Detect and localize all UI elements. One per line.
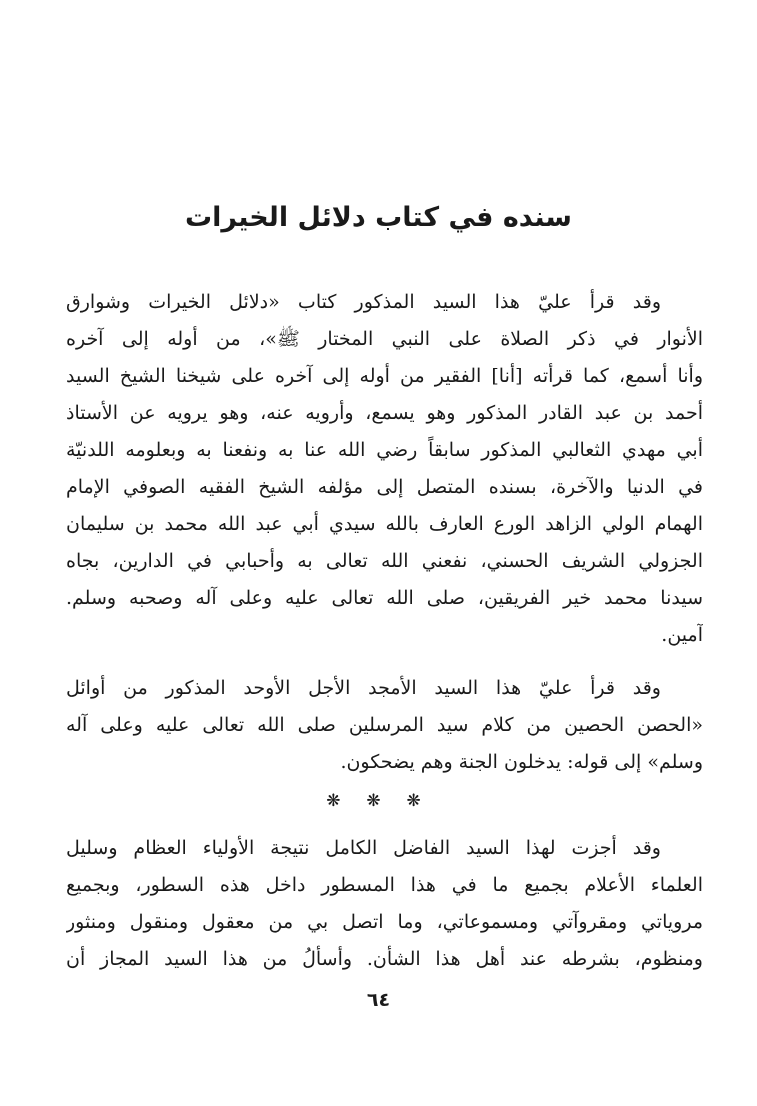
paragraph-ijaza bbox=[66, 830, 703, 978]
text-line: وقد قرأ عليّ هذا السيد المذكور كتاب «دلائل الخيرات وشوارق bbox=[66, 291, 661, 313]
section-heading: سنده في كتاب دلائل الخيرات bbox=[185, 202, 572, 233]
paragraph-hisn-hasin bbox=[66, 670, 703, 781]
text-line: العلماء الأعلام بجميع ما في هذا المسطور داخل هذه السطور، وبجميع bbox=[66, 874, 703, 896]
text-line: الأنوار في ذكر الصلاة على النبي المختار ﷺ»، من أوله إلى آخره bbox=[66, 328, 703, 350]
text-line: أحمد بن عبد القادر المذكور وهو يسمع، وأرويه عنه، وهو يرويه عن الأستاذ bbox=[66, 402, 703, 424]
text-line: سيدنا محمد خير الفريقين، صلى الله تعالى عليه وعلى آله وصحبه وسلم. bbox=[66, 587, 703, 609]
section-separator: ❋ ❋ ❋ bbox=[326, 791, 431, 811]
text-line: «الحصن الحصين من كلام سيد المرسلين صلى الله تعالى عليه وعلى آله bbox=[66, 714, 703, 736]
text-line: آمين. bbox=[661, 624, 703, 646]
text-line: أبي مهدي الثعالبي المذكور سابقاً رضي الله عنا به ونفعنا به وبعلومه اللدنيّة bbox=[66, 439, 703, 461]
text-line: وسلم» إلى قوله: يدخلون الجنة وهم يضحكون. bbox=[340, 751, 703, 773]
text-line: الجزولي الشريف الحسني، نفعني الله تعالى به وأحبابي في الدارين، بجاه bbox=[66, 550, 703, 572]
paragraph-isnad-dalail bbox=[66, 284, 703, 654]
page-number: ٦٤ bbox=[366, 989, 391, 1011]
text-line: وأنا أسمع، كما قرأته [أنا] الفقير من أوله إلى آخره على شيخنا الشيخ السيد bbox=[66, 365, 703, 387]
text-line: الهمام الولي الزاهد الورع العارف بالله سيدي أبي عبد الله محمد بن سليمان bbox=[66, 513, 703, 535]
text-line: ومنظوم، بشرطه عند أهل هذا الشأن. وأسألُ من هذا السيد المجاز أن bbox=[66, 948, 703, 970]
text-line: وقد قرأ عليّ هذا السيد الأمجد الأجل الأوحد المذكور من أوائل bbox=[66, 677, 661, 699]
text-line: في الدنيا والآخرة، بسنده المتصل إلى مؤلفه الشيخ الفقيه الصوفي الإمام bbox=[66, 476, 703, 498]
text-line: مروياتي ومقروآتي ومسموعاتي، وما اتصل بي من معقول ومنقول ومنثور bbox=[66, 911, 703, 933]
text-line: وقد أجزت لهذا السيد الفاضل الكامل نتيجة الأولياء العظام وسليل bbox=[66, 837, 661, 859]
